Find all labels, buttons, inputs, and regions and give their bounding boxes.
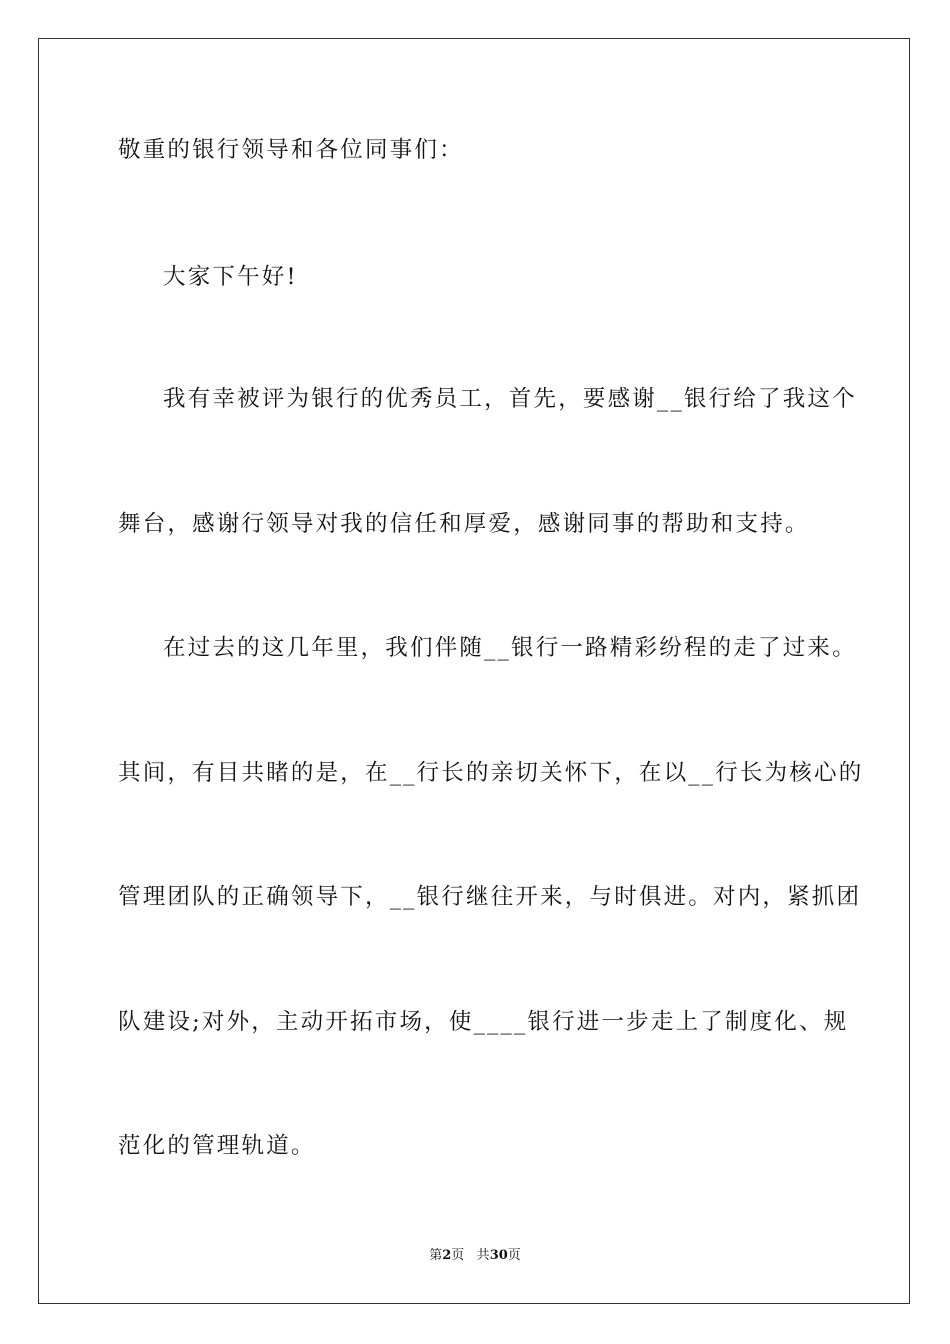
page-number: 2 [442,1248,452,1263]
total-prefix: 共 [476,1248,490,1263]
total-pages: 30 [489,1248,508,1263]
paragraph-line: 范化的管理轨道。 [118,1133,316,1159]
paragraph-line: 我有幸被评为银行的优秀员工，首先，要感谢__银行给了我这个 [163,386,857,412]
paragraph-line: 队建设;对外，主动开拓市场，使____银行进一步走上了制度化、规 [118,1009,849,1035]
paragraph-line: 舞台，感谢行领导对我的信任和厚爱，感谢同事的帮助和支持。 [118,511,810,537]
paragraph-line: 其间，有目共睹的是，在__行长的亲切关怀下，在以__行长为核心的 [118,760,864,786]
page-frame [38,38,910,1304]
page-footer [0,1247,950,1265]
paragraph-line: 管理团队的正确领导下，__银行继往开来，与时俱进。对内，紧抓团 [118,884,862,910]
salutation-line: 敬重的银行领导和各位同事们： [118,137,464,163]
greeting-line: 大家下午好! [163,264,298,290]
paragraph-line: 在过去的这几年里，我们伴随__银行一路精彩纷程的走了过来。 [163,635,857,661]
page-suffix: 页 [451,1248,465,1263]
page-prefix: 第 [429,1248,443,1263]
total-suffix: 页 [507,1248,521,1263]
